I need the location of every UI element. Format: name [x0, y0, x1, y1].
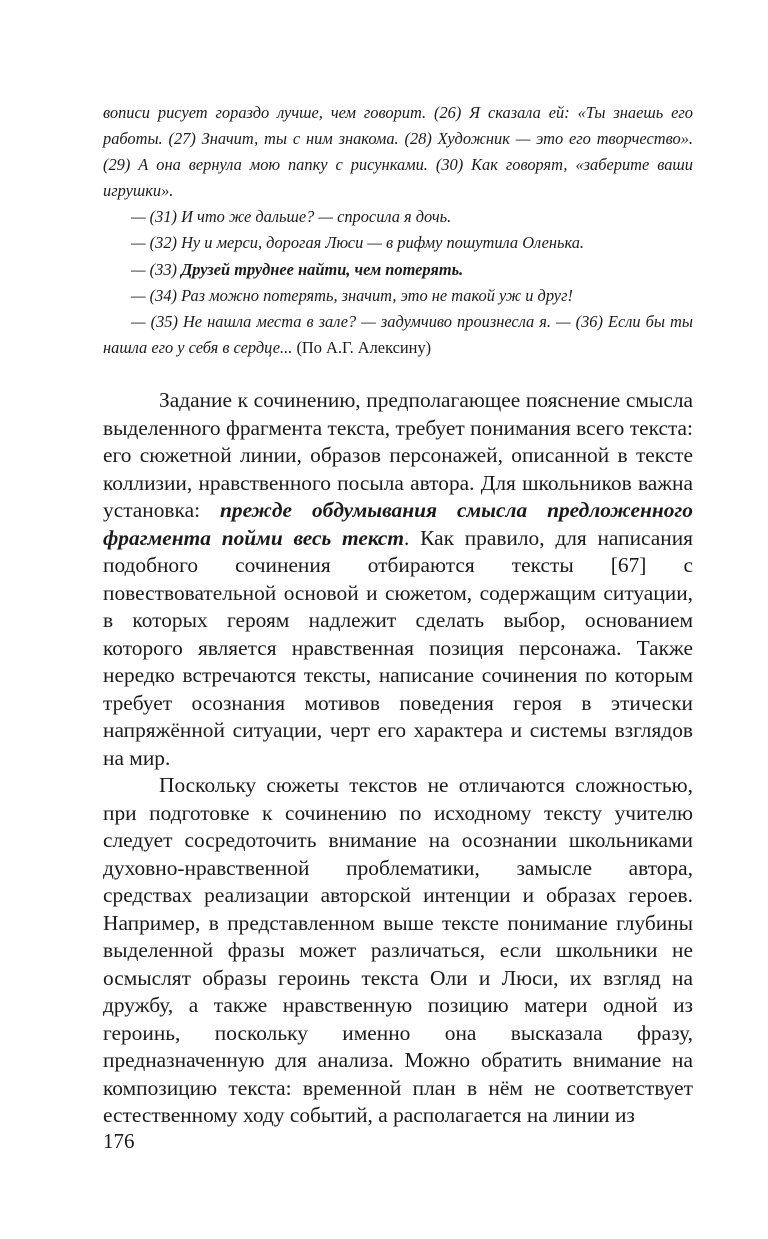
source-attribution: (По А.Г. Алексину) [292, 337, 432, 357]
paragraph-text: Задание к сочинению, предполагающее пояснение смысла выделенного фрагмента текста, требует понимания всего текста: его сюжетной линии, образов персонажей, описанной в тексте коллизии, нравственного посыла автора. Для школьников важна установка: [103, 388, 693, 522]
body-paragraph: Поскольку сюжеты текстов не отличаются сложностью, при подготовке к сочинению по исходному тексту учителю следует сосредоточить внимание на осознании школьниками духовно-нравственной проблематики, замысле автора, средствах реализации авторской интенции и образах героев. Например, в представленном выше тексте понимание глубины выделенной фразы может различаться, если школьники не осмыслят образы героинь текста Оли и Люси, их взгляд на дружбу, а также нравственную позицию матери одной из героинь, поскольку именно она высказала фразу, предназначенную для анализа. Можно обратить внимание на композицию текста: временной план в нём не соответствует естественному ходу событий, а располагается на линии из [103, 773, 693, 1127]
main-text [103, 387, 693, 1130]
highlighted-phrase: Друзей труднее найти, чем потерять. [181, 259, 464, 279]
excerpt-dialogue-line-highlighted [103, 257, 693, 283]
excerpt-dialogue-line: — (32) Ну и мерси, дорогая Люси — в рифму пошутила Оленька. [131, 233, 585, 253]
excerpt-dialogue-line [103, 309, 693, 361]
excerpt-dialogue-line: — (34) Раз можно потерять, значит, это не такой уж и друг! [131, 285, 573, 305]
paragraph-text: . Как правило, для написания подобного сочинения отбираются тексты [67] с повествовательной основой и сюжетом, содержащим ситуации, в которых героям надлежит сделать выбор, основанием которого является нравственная позиция персонажа. Также нередко встречаются тексты, написание сочинения по которым требует осознания мотивов поведения героя в этически напряжённой ситуации, черт его характера и системы взглядов на мир. [103, 525, 693, 770]
excerpt-dialogue-line: — (31) И что же дальше? — спросила я дочь. [131, 207, 452, 227]
quoted-excerpt [103, 100, 693, 361]
body-paragraph [103, 387, 693, 772]
page-number: 176 [103, 1129, 135, 1153]
emphasized-instruction: прежде обдумывания смысла предложенного фрагмента пойми весь текст [103, 498, 694, 550]
dialogue-prefix: — (33) [131, 259, 182, 279]
dialogue-text: — (35) Не нашла места в зале? — задумчиво произнесла я. — (36) Если бы ты нашла его у себя в сердце... [103, 311, 693, 357]
excerpt-paragraph: вописи рисует гораздо лучше, чем говорит. (26) Я сказала ей: «Ты знаешь его работы. (27) Значит, ты с ним знакома. (28) Художник — это его творчество». (29) А она вернула мою папку с рисунками. (30) Как говорят, «заберите ваши игрушки». [103, 103, 693, 201]
